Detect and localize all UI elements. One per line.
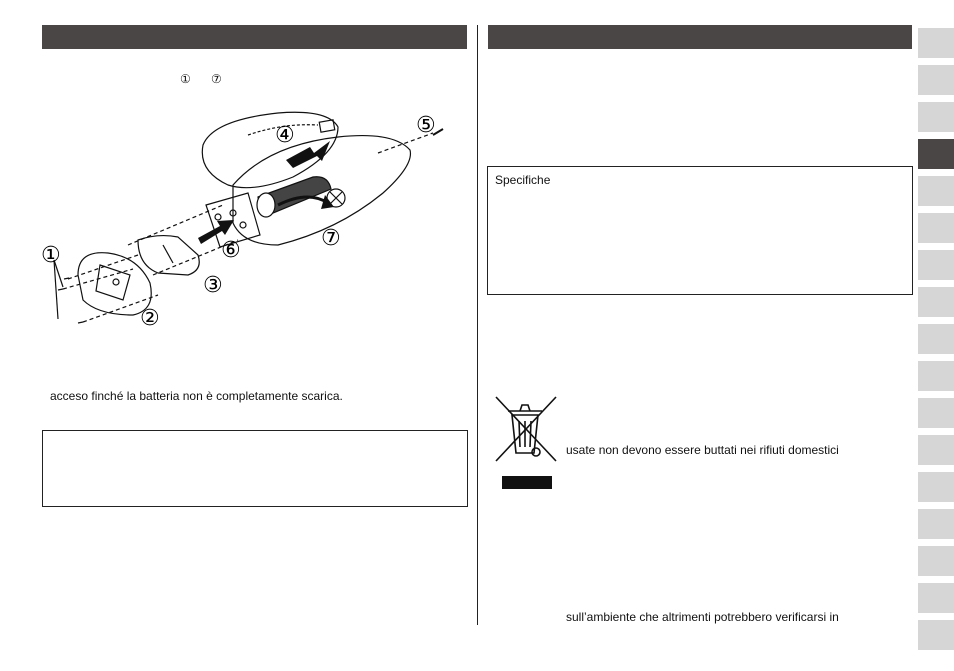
callout-5: ⑤ <box>416 113 436 138</box>
left-header-bar <box>42 25 467 49</box>
side-tab[interactable] <box>918 102 954 132</box>
side-tab[interactable] <box>918 176 954 206</box>
callout-1: ① <box>41 243 61 268</box>
side-tab[interactable] <box>918 398 954 428</box>
steps-ref-start: ① <box>180 72 191 86</box>
side-tab[interactable] <box>918 65 954 95</box>
side-tab[interactable] <box>918 620 954 650</box>
disposal-line: usate non devono essere buttati nei rifiuti domestici <box>566 443 839 457</box>
side-tab[interactable] <box>918 472 954 502</box>
environment-line: sull’ambiente che altrimenti potrebbero verificarsi in <box>566 610 839 624</box>
battery-note: acceso finché la batteria non è completamente scarica. <box>50 389 343 403</box>
left-note-box <box>42 430 468 507</box>
side-tab[interactable] <box>918 28 954 58</box>
side-tab[interactable] <box>918 546 954 576</box>
side-tab-active[interactable] <box>918 139 954 169</box>
callout-2: ② <box>140 306 160 331</box>
side-tab[interactable] <box>918 250 954 280</box>
callout-3: ③ <box>203 273 223 298</box>
crossed-out-bin-icon <box>492 395 560 491</box>
steps-ref-end: ⑦ <box>211 72 222 86</box>
right-header-bar <box>488 25 912 49</box>
side-tab[interactable] <box>918 213 954 243</box>
callout-6: ⑥ <box>221 238 241 263</box>
side-tab[interactable] <box>918 583 954 613</box>
side-tab[interactable] <box>918 509 954 539</box>
callout-4: ④ <box>275 123 295 148</box>
specs-title: Specifiche <box>495 173 551 187</box>
battery-removal-diagram <box>38 105 463 345</box>
side-tab[interactable] <box>918 324 954 354</box>
callout-7: ⑦ <box>321 226 341 251</box>
side-tab[interactable] <box>918 435 954 465</box>
column-divider <box>477 25 478 625</box>
side-tab[interactable] <box>918 287 954 317</box>
side-tab[interactable] <box>918 361 954 391</box>
specs-box <box>487 166 913 295</box>
